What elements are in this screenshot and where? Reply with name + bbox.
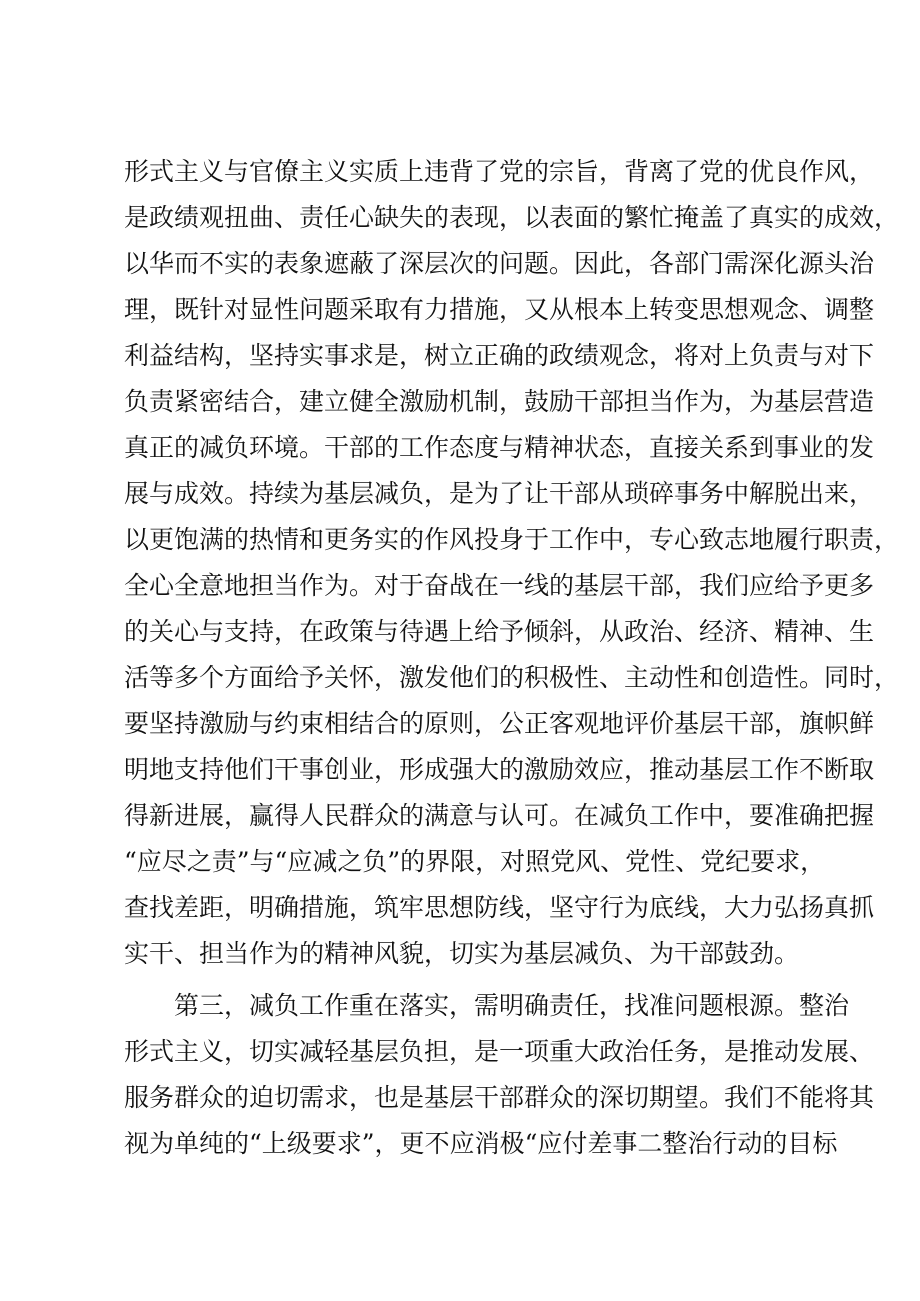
text-line-16: “应尽之责”与“应减之负”的界限，对照党风、党性、党纪要求， xyxy=(124,847,826,876)
text-line-11: 的关心与支持，在政策与待遇上给予倾斜，从政治、经济、精神、生 xyxy=(124,617,875,646)
text-line-19: 第三，减负工作重在落实，需明确责任，找准问题根源。整治 xyxy=(174,991,850,1020)
text-line-1: 形式主义与官僚主义实质上违背了党的宗旨，背离了党的优良作风， xyxy=(124,157,875,186)
text-line-2: 是政绩观扭曲、责任心缺失的表现，以表面的繁忙掩盖了真实的成效， xyxy=(124,203,900,232)
text-line-7: 真正的减负环境。干部的工作态度与精神状态，直接关系到事业的发 xyxy=(124,433,875,462)
text-line-6: 负责紧密结合，建立健全激励机制，鼓励干部担当作为，为基层营造 xyxy=(124,387,875,416)
text-line-14: 明地支持他们干事创业，形成强大的激励效应，推动基层工作不断取 xyxy=(124,755,875,784)
text-line-22: 视为单纯的“上级要求”，更不应消极“应付差事二整治行动的目标 xyxy=(124,1129,838,1158)
text-line-9: 以更饱满的热情和更务实的作风投身于工作中，专心致志地履行职责， xyxy=(124,525,900,554)
text-line-10: 全心全意地担当作为。对于奋战在一线的基层干部，我们应给予更多 xyxy=(124,571,875,600)
text-line-12: 活等多个方面给予关怀，激发他们的积极性、主动性和创造性。同时， xyxy=(124,663,900,692)
text-line-17: 查找差距，明确措施，筑牢思想防线，坚守行为底线，大力弘扬真抓 xyxy=(124,893,875,922)
text-line-8: 展与成效。持续为基层减负，是为了让干部从琐碎事务中解脱出来， xyxy=(124,479,875,508)
text-line-5: 利益结构，坚持实事求是，树立正确的政绩观念，将对上负责与对下 xyxy=(124,341,875,370)
text-line-15: 得新进展，赢得人民群众的满意与认可。在减负工作中，要准确把握 xyxy=(124,801,875,830)
text-line-20: 形式主义，切实减轻基层负担，是一项重大政治任务，是推动发展、 xyxy=(124,1037,875,1066)
text-line-3: 以华而不实的表象遮蔽了深层次的问题。因此，各部门需深化源头治 xyxy=(124,249,875,278)
text-line-4: 理，既针对显性问题采取有力措施，又从根本上转变思想观念、调整 xyxy=(124,295,875,324)
text-line-18: 实干、担当作为的精神风貌，切实为基层减负、为干部鼓劲。 xyxy=(124,939,800,968)
text-line-13: 要坚持激励与约束相结合的原则，公正客观地评价基层干部，旗帜鲜 xyxy=(124,709,875,738)
text-line-21: 服务群众的迫切需求，也是基层干部群众的深切期望。我们不能将其 xyxy=(124,1083,875,1112)
